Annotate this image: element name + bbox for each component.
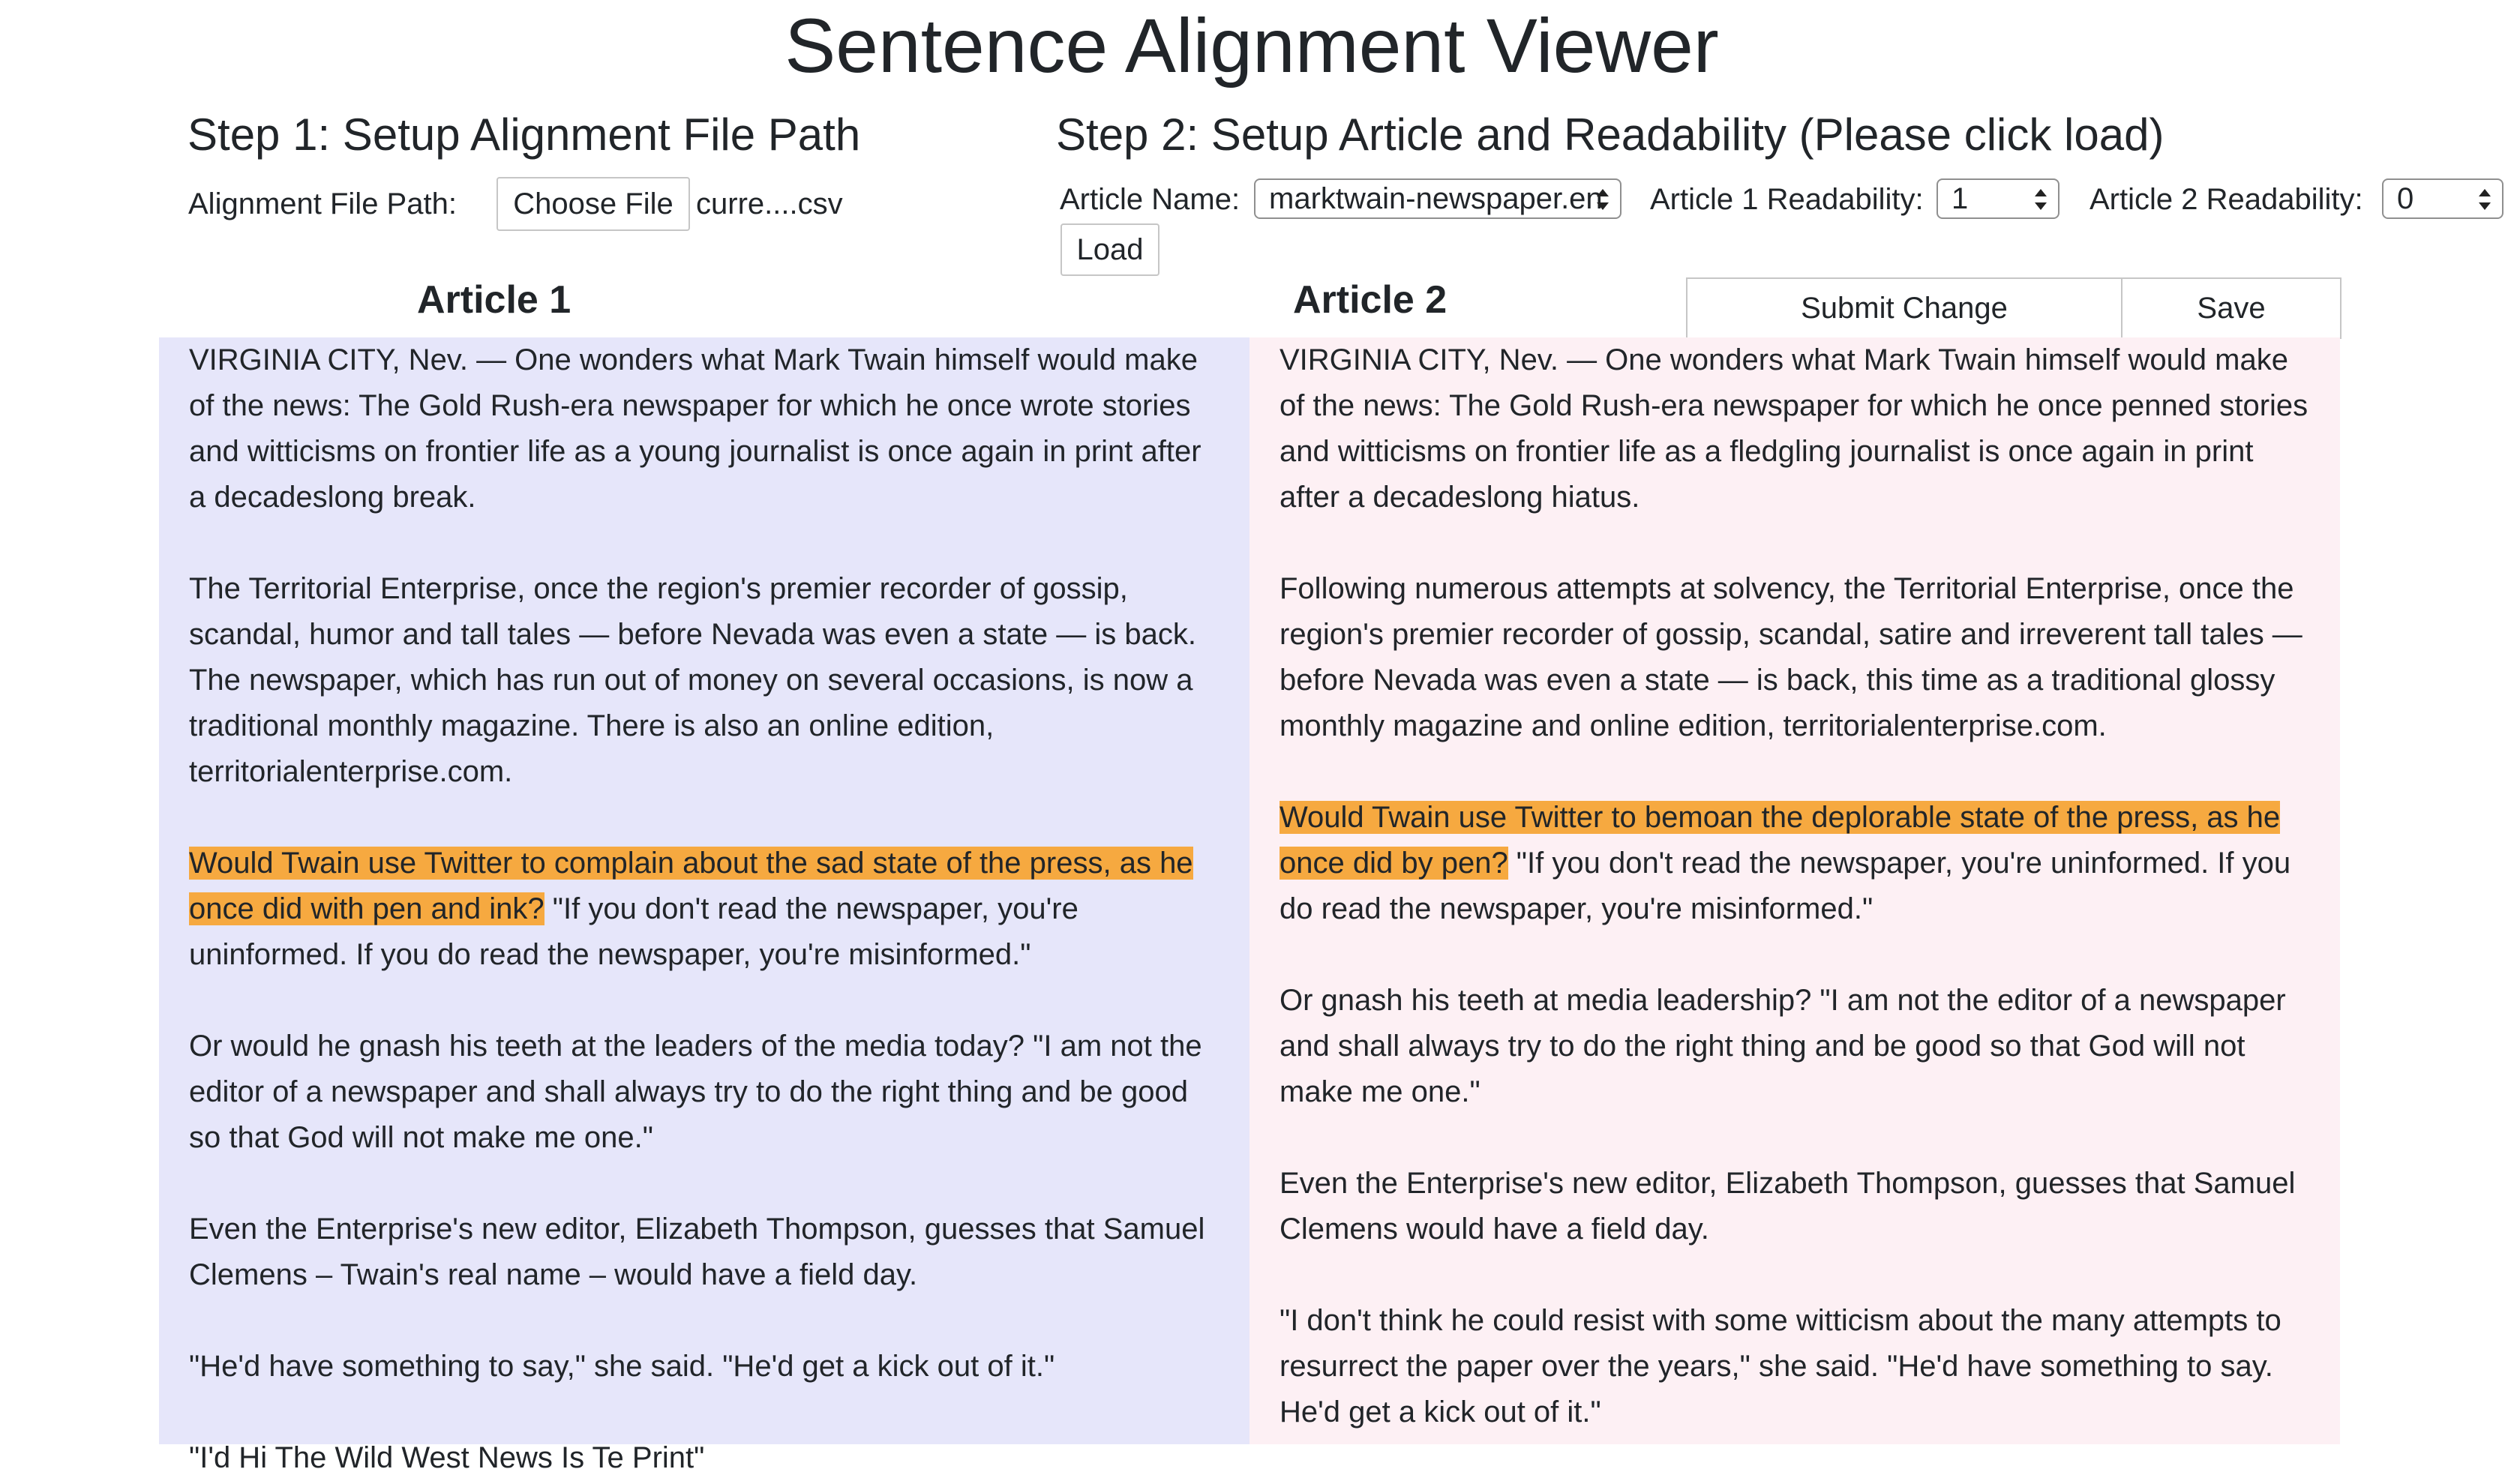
article1-header: Article 1 (417, 278, 572, 322)
article1-readability-select[interactable] (1936, 178, 2060, 219)
article2-readability-label: Article 2 Readability: (2090, 183, 2363, 216)
save-button[interactable]: Save (2121, 277, 2342, 339)
article-name-select[interactable] (1254, 178, 1622, 219)
article2-paragraph: "I don't think he could resist with some witticism about the many attempts to resurrect the paper over the years," she said. "He'd have something to say. He'd get a kick out of it." (1280, 1304, 2282, 1429)
submit-change-button[interactable]: Submit Change (1686, 277, 2122, 339)
article1-paragraph: The Territorial Enterprise, once the region's premier recorder of gossip, scandal, humor and tall tales — before Nevada was even a state — is back. The newspaper, which has run out of money on several occasions, is now a traditional monthly magazine. There is also an online edition, territorialenterprise.com. (189, 572, 1196, 788)
article2-sentence: "If you don't read the newspaper, you're uninformed. If you do read the newspaper, you're misinformed." (1280, 847, 2291, 925)
article1-readability-value: 1 (1952, 182, 1969, 215)
article1-paragraph: "He'd have something to say," she said. "He'd get a kick out of it." (189, 1350, 1055, 1383)
article2-paragraph: Or gnash his teeth at media leadership? "I am not the editor of a newspaper and shall always try to do the right thing and be good so that God will not make me one." (1280, 984, 2286, 1108)
article-name-value: marktwain-newspaper.en (1269, 182, 1603, 215)
article1-paragraph: VIRGINIA CITY, Nev. — One wonders what Mark Twain himself would make of the news: The Gold Rush-era newspaper for which he once wrote stories and witticisms on frontier life as a young journalist is once again in print after a decadeslong break. (189, 343, 1202, 514)
article1-paragraph: "I'd Hi The Wild West News Is Te Print" (189, 1441, 705, 1474)
aligned-sentence-highlight[interactable]: Would Twain use Twitter to bemoan the deplorable state of the press, as he once did by pen? (1280, 801, 2281, 880)
article2-readability-select[interactable] (2382, 178, 2504, 219)
step1-heading: Step 1: Setup Alignment File Path (188, 109, 861, 160)
article2-header: Article 2 (1293, 278, 1448, 322)
article1-sentence: "If you don't read the newspaper, you're uninformed. If you do read the newspaper, you're misinformed." (189, 892, 1078, 971)
article1-paragraph: Even the Enterprise's new editor, Elizabeth Thompson, guesses that Samuel Clemens – Twain's real name – would have a field day. (189, 1213, 1205, 1291)
article2-readability-value: 0 (2397, 182, 2414, 215)
article1-paragraph: Or would he gnash his teeth at the leaders of the media today? "I am not the editor of a newspaper and shall always try to do the right thing and be good so that God will not make me one." (189, 1030, 1202, 1154)
article1-paragraph (189, 841, 1222, 978)
choose-file-button[interactable]: Choose File (496, 177, 690, 231)
article1-panel (159, 337, 1250, 1474)
page-title: Sentence Alignment Viewer (784, 3, 1719, 88)
article2-paragraph: VIRGINIA CITY, Nev. — One wonders what Mark Twain himself would make of the news: The Gold Rush-era newspaper for which he once penned stories and witticisms on frontier life as a fledgling journalist is once again in print after a decadeslong hiatus. (1280, 343, 2308, 514)
select-arrows-icon (2476, 184, 2493, 214)
alignment-file-path-label: Alignment File Path: (188, 187, 457, 220)
load-button[interactable]: Load (1060, 223, 1160, 276)
article2-paragraph (1280, 795, 2313, 932)
article2-paragraph: Following numerous attempts at solvency, the Territorial Enterprise, once the region's premier recorder of gossip, scandal, satire and irreverent tall tales — before Nevada was even a state — is back, this time as a traditional glossy monthly magazine and online edition, territorialenterprise.com. (1280, 572, 2302, 742)
aligned-sentence-highlight[interactable]: Would Twain use Twitter to complain about the sad state of the press, as he once did with pen and ink? (189, 847, 1193, 925)
select-arrows-icon (1594, 184, 1611, 214)
step2-heading: Step 2: Setup Article and Readability (Please click load) (1056, 109, 2164, 160)
article1-readability-label: Article 1 Readability: (1650, 183, 1924, 216)
article-name-label: Article Name: (1060, 183, 1240, 216)
selected-file-name: curre....csv (696, 187, 843, 220)
select-arrows-icon (2032, 184, 2049, 214)
article2-panel (1250, 337, 2340, 1444)
article2-paragraph: Even the Enterprise's new editor, Elizabeth Thompson, guesses that Samuel Clemens would have a field day. (1280, 1167, 2296, 1246)
